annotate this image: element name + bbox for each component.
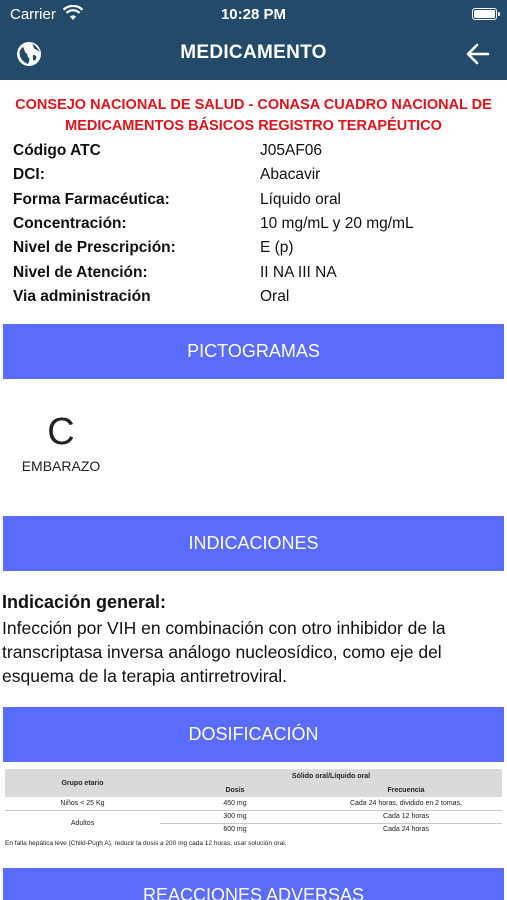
dose-cell: 600 mg [160,823,310,836]
freq-cell: Cada 24 horas, dividido en 2 tomas. [349,799,463,807]
group-header: Grupo etario [5,769,160,797]
info-value: 10 mg/mL y 20 mg/mL [260,215,414,233]
status-time: 10:28 PM [220,6,287,23]
info-value: J05AF06 [260,142,323,160]
indicaciones-button[interactable]: INDICACIONES [3,516,504,571]
table-row [5,797,502,810]
info-row-concentracion [13,212,493,236]
status-bar [0,0,507,30]
freq-header: Frecuencia [310,783,502,797]
info-row-atencion [13,260,493,284]
info-label: Concentración: [13,215,127,233]
dosificacion-button[interactable]: DOSIFICACIÓN [3,707,504,762]
info-row-atc [13,139,493,163]
registry-header: CONSEJO NACIONAL DE SALUD - CONASA CUADRO NACIONAL DE MEDICAMENTOS BÁSICOS REGISTRO TERAPÉUTICO [15,97,492,134]
info-row-dci [13,163,493,187]
info-label: Código ATC [13,142,101,160]
info-row-forma [13,188,493,212]
dose-cell: 450 mg [223,799,247,807]
info-value: Líquido oral [260,190,342,208]
indication-title: Indicación general: [2,592,167,612]
info-label: Nivel de Atención: [13,263,148,281]
pictogramas-button[interactable]: PICTOGRAMAS [3,324,504,379]
pregnancy-pictogram [16,410,106,474]
dose-table [5,769,502,836]
group-cell: Adultos [5,810,160,836]
dose-note: En falla hepática leve (Child-Pugh A), reducir la dosis a 200 mg cada 12 horas, usar solución oral. [5,840,287,847]
page-title: MEDICAMENTO [180,42,327,63]
info-label: Nivel de Prescripción: [13,239,176,257]
form-header: Sólido oral/Líquido oral [160,769,502,783]
info-label: Forma Farmacéutica: [13,190,170,208]
pregnancy-category-letter: C [47,411,75,453]
info-value: Oral [260,287,290,305]
indication-text: Infección por VIH en combinación con otro inhibidor de la transcriptasa inversa análogo nucleosídico, como eje del esquema de la terapia antirretroviral. [2,618,446,686]
info-value: II NA III NA [260,263,337,281]
battery-icon [472,8,497,20]
freq-cell: Cada 12 horas [310,810,502,823]
group-cell: Niños < 25 Kg [60,799,105,807]
dose-header: Dosis [160,783,310,797]
nav-bar [0,30,507,80]
dose-cell: 300 mg [160,810,310,823]
info-label: Via administración [13,287,151,305]
info-row-prescripcion [13,236,493,260]
reacciones-adversas-button[interactable]: REACCIONES ADVERSAS [3,868,504,900]
info-value: E (p) [260,239,294,257]
drug-info-table [13,139,493,309]
info-label: DCI: [13,166,45,184]
info-row-via [13,285,493,309]
dose-table-image [3,765,504,865]
back-arrow-icon[interactable] [465,41,491,67]
carrier-label: Carrier [10,6,56,23]
table-row [5,810,502,823]
freq-cell: Cada 24 horas [310,823,502,836]
info-value: Abacavir [260,166,321,184]
pictogram-label: EMBARAZO [21,458,101,474]
